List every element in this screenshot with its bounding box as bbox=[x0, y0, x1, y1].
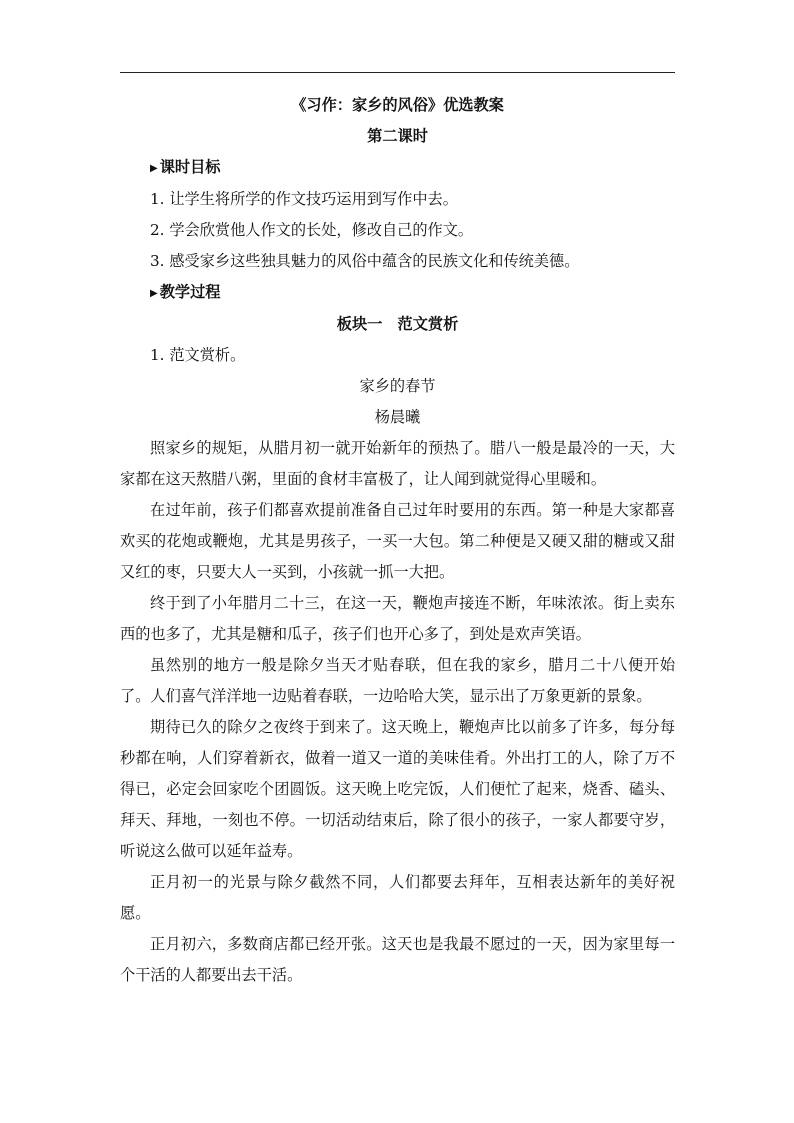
block-title: 板块一 范文赏析 bbox=[336, 315, 459, 333]
section-heading-objectives bbox=[120, 152, 675, 184]
section-heading-text: 教学过程 bbox=[159, 283, 221, 301]
essay-paragraph: 虽然别的地方一般是除夕当天才贴春联，但在我的家乡，腊月二十八便开始了。人们喜气洋洋地一边贴着春联，一边哈哈大笑，显示出了万象更新的景象。 bbox=[120, 656, 675, 705]
essay-paragraph: 正月初一的光景与除夕截然不同，人们都要去拜年，互相表达新年的美好祝愿。 bbox=[120, 873, 675, 922]
section-heading-text: 课时目标 bbox=[159, 158, 221, 176]
essay-paragraph: 照家乡的规矩，从腊月初一就开始新年的预热了。腊八一般是最冷的一天，大家都在这天熬腊八粥，里面的食材丰富极了，让人闻到就觉得心里暖和。 bbox=[120, 439, 675, 488]
triangle-bullet-icon: ▶ bbox=[150, 288, 158, 299]
document-body bbox=[120, 90, 675, 991]
document-title: 《习作：家乡的风俗》优选教案 bbox=[291, 96, 504, 114]
triangle-bullet-icon: ▶ bbox=[150, 163, 158, 174]
section-heading-process bbox=[120, 277, 675, 309]
header-rule bbox=[120, 72, 675, 73]
essay-paragraph: 期待已久的除夕之夜终于到来了。这天晚上，鞭炮声比以前多了许多，每分每秒都在响，人们穿着新衣，做着一道又一道的美味佳肴。外出打工的人，除了万不得已，必定会回家吃个团圆饭。这天晚上吃完饭，人们便忙了起来，烧香、磕头、拜天、拜地，一刻也不停。一切活动结束后，除了很小的孩子，一家人都要守岁，听说这么做可以延年益寿。 bbox=[120, 718, 675, 860]
objective-item: 3. 感受家乡这些独具魅力的风俗中蕴含的民族文化和传统美德。 bbox=[150, 252, 580, 270]
objective-item: 1. 让学生将所学的作文技巧运用到写作中去。 bbox=[150, 190, 458, 208]
essay-paragraph: 在过年前，孩子们都喜欢提前准备自己过年时要用的东西。第一种是大家都喜欢买的花炮或鞭炮，尤其是男孩子，一买一大包。第二种便是又硬又甜的糖或又甜又红的枣，只要大人一买到，小孩就一抓一大把。 bbox=[120, 501, 675, 581]
essay-title: 家乡的春节 bbox=[359, 377, 436, 395]
essay-paragraph: 终于到了小年腊月二十三，在这一天，鞭炮声接连不断，年味浓浓。街上卖东西的也多了，尤其是糖和瓜子，孩子们也开心多了，到处是欢声笑语。 bbox=[120, 594, 675, 643]
lesson-label: 第二课时 bbox=[367, 127, 428, 145]
essay-paragraph: 正月初六，多数商店都已经开张。这天也是我最不愿过的一天，因为家里每一个干活的人都要出去干活。 bbox=[120, 935, 675, 984]
essay-author: 杨晨曦 bbox=[374, 408, 421, 426]
step-label: 1. 范文赏析。 bbox=[150, 346, 246, 364]
objective-item: 2. 学会欣赏他人作文的长处，修改自己的作文。 bbox=[150, 221, 474, 239]
